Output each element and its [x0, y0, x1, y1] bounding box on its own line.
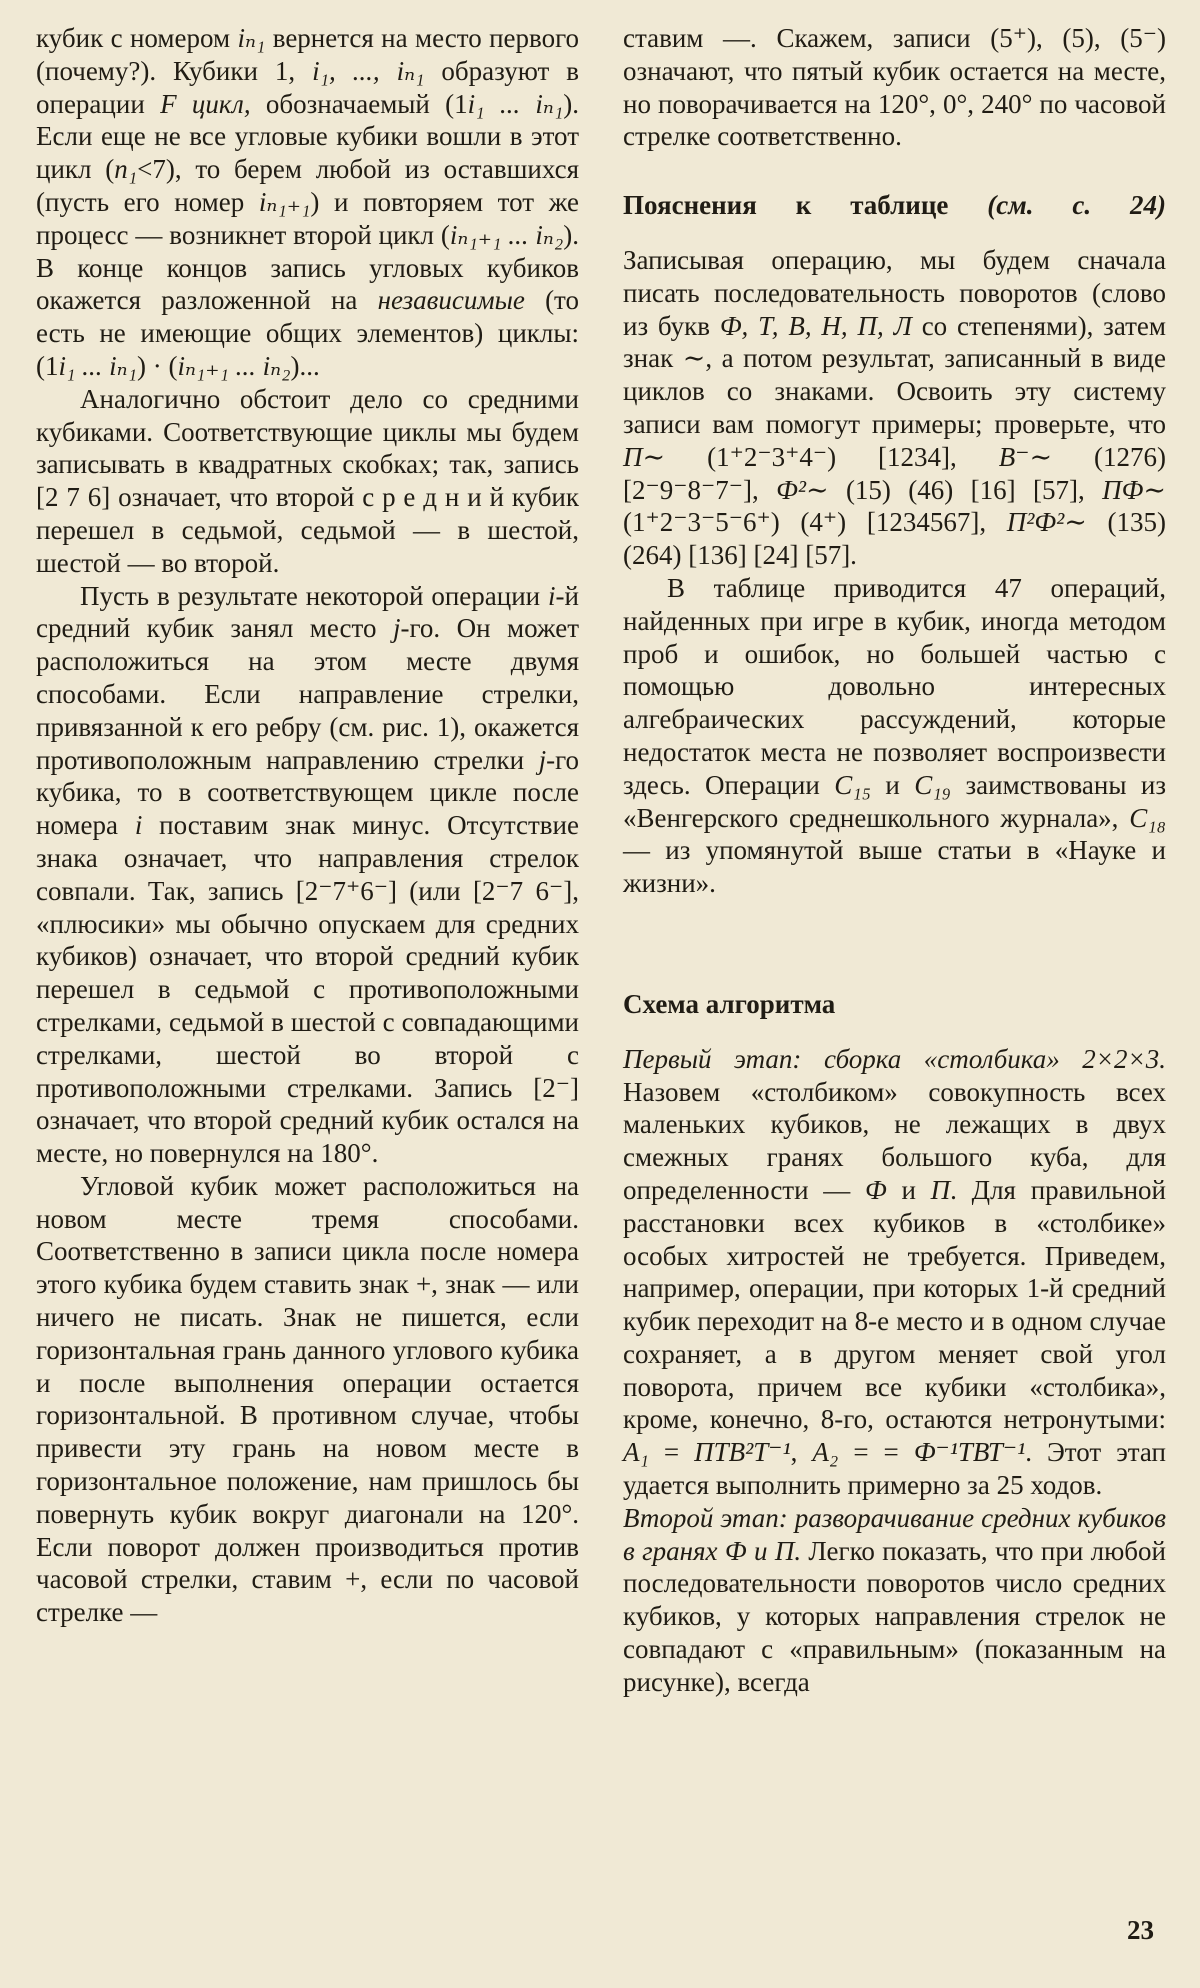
- right-column: [623, 22, 1166, 1699]
- text-run: n₁: [114, 154, 138, 185]
- text-run: ∼ (15) (46) [16] [57],: [805, 474, 1103, 505]
- text-run: — из упомянутой выше статьи в «Науке и жизни».: [623, 835, 1166, 899]
- text-run: j: [392, 613, 401, 644]
- text-run: В⁻: [998, 441, 1030, 472]
- text-run: -го кубика, то в соответствующем цикле после номера: [36, 744, 579, 841]
- text-run: образуют в операции: [36, 55, 580, 119]
- text-run: П²Ф²: [1006, 507, 1065, 538]
- left-column: [36, 22, 579, 1699]
- text-run: (то есть не имеющие общих элементов) циклы: (1: [36, 285, 580, 381]
- text-run: iₙ₁₊₁ ... iₙ₂: [449, 219, 564, 250]
- paragraph: [623, 1502, 1166, 1699]
- text-run: кубик с номером: [36, 23, 238, 53]
- paragraph: [623, 244, 1166, 572]
- text-run: ,: [790, 1437, 813, 1468]
- text-run: ∼ (1276) [2⁻9⁻8⁻7⁻],: [623, 441, 1167, 505]
- text-run: ∼ (1⁺2⁻3⁻5⁻6⁺) (4⁺) [1234567],: [623, 474, 1166, 538]
- text-run: j: [538, 744, 547, 775]
- text-run: Легко показать, что при любой последовательности поворотов число средних кубиков, у которых направления стрелок не совпадают с «правильным» (показанным на рисунке), всегда: [623, 1535, 1166, 1697]
- text-run: iₙ₁₊₁: [258, 186, 311, 217]
- paragraph: [36, 580, 579, 1170]
- paragraph: [36, 22, 579, 383]
- text-run: Ф, Т, В, Н, П, Л: [719, 310, 912, 341]
- text-run: ПФ: [1102, 474, 1144, 505]
- text-run: ∼ (135) (264) [136] [24] [57].: [623, 507, 1166, 571]
- text-run: . Для правильной расстановки всех кубиков в «столбике» особых хитростей не требуется. Приведем, например, операции, при которых 1-й средний кубик переходит на 8-е место и в одном случае сохраняет, а в другом меняет свой угол поворота, причем все кубики «столбика», кроме, конечно, 8-го, остаются нетронутыми:: [623, 1174, 1167, 1435]
- paragraph: [623, 22, 1166, 153]
- text-columns: [36, 22, 1166, 1699]
- text-run: i₁ ... iₙ₁: [58, 350, 137, 381]
- text-run: Пусть в результате некоторой операции: [80, 580, 549, 611]
- text-run: В таблице приводится 47 операций, найденных при игре в кубик, иногда методом проб и ошибок, но большей частью с помощью довольно интересных алгебраических рассуждений, которые недостаток места не позволяет воспроизвести здесь. Операции: [623, 572, 1166, 800]
- text-run: . Этот этап удается выполнить примерно за 25 ходов.: [623, 1437, 1166, 1501]
- text-run: )...: [290, 350, 320, 381]
- text-run: iₙ₁₊₁ ... iₙ₂: [177, 350, 291, 381]
- text-run: Записывая операцию, мы будем сначала писать последовательность поворотов (слово из букв: [623, 244, 1166, 341]
- text-run: С₁₅: [834, 769, 871, 800]
- text-run: Ф: [865, 1174, 887, 1205]
- text-run: А₂: [812, 1437, 839, 1468]
- text-run: Пояснения к таблице: [623, 190, 988, 221]
- text-run: ПТВ²Т⁻¹: [694, 1437, 791, 1468]
- text-run: С₁₈: [1129, 802, 1166, 833]
- page-number: 23: [1127, 1915, 1154, 1945]
- text-run: i: [134, 810, 143, 841]
- text-run: i₁, ..., iₙ₁: [312, 55, 425, 86]
- text-run: обозначаемый (1: [250, 88, 468, 119]
- text-run: i₁ ... iₙ₁: [467, 88, 564, 119]
- text-run: ставим —. Скажем, записи (5⁺), (5), (5⁻) означают, что пятый кубик остается на месте, но поворачивается на 120°, 0°, 240° по часовой стрелке соответственно.: [623, 23, 1166, 152]
- text-run: Второй этап: разворачивание средних кубиков в гранях Ф и П.: [623, 1502, 1166, 1566]
- text-run: со степенями), затем знак ∼, а потом результат, записанный в виде циклов со знаками. Освоить эту систему записи вам помогут примеры; проверьте, что: [623, 310, 1166, 439]
- text-run: и: [886, 1174, 931, 1205]
- text-run: Ф⁻¹ТВТ⁻¹: [913, 1437, 1026, 1468]
- paragraph: [623, 1043, 1166, 1502]
- text-run: -го. Он может расположиться на этом месте двумя способами. Если направление стрелки, привязанной к его ребру (см. рис. 1), окажется противоположным направлению стрелки: [36, 613, 579, 775]
- text-run: (см. с. 24): [987, 190, 1167, 221]
- text-run: независимые: [377, 285, 525, 316]
- text-run: С₁₉: [914, 769, 952, 800]
- text-run: П: [930, 1174, 951, 1205]
- text-run: заимствованы из «Венгерского среднешкольного журнала»,: [623, 769, 1166, 833]
- paragraph: [623, 572, 1166, 900]
- text-run: -й средний кубик занял место: [36, 580, 579, 644]
- text-run: Ф²: [776, 474, 806, 505]
- section-heading: [623, 189, 1166, 222]
- text-run: П: [623, 441, 643, 472]
- text-run: вернется на место первого (почему?). Кубики 1,: [36, 23, 580, 86]
- paragraph: [36, 1170, 579, 1629]
- text-run: Аналогично обстоит дело со средними кубиками. Соответствующие циклы мы будем записывать в квадратных скобках; так, запись [2 7 6] означает, что второй с р е д н и й кубик перешел в седьмой, седьмой — в шестой, шестой — во второй.: [36, 383, 579, 578]
- text-run: Первый этап: сборка «столбика» 2×2×3.: [623, 1043, 1166, 1074]
- text-run: ∼ (1⁺2⁻3⁺4⁻) [1234],: [642, 441, 999, 472]
- text-run: Схема алгоритма: [623, 988, 836, 1019]
- text-run: <7), то берем любой из оставшихся (пусть его номер: [36, 154, 579, 217]
- text-run: = =: [838, 1437, 914, 1468]
- text-run: ) · (: [136, 350, 178, 381]
- text-run: iₙ₁: [237, 23, 266, 53]
- text-run: ). В конце концов запись угловых кубиков окажется разложенной на: [36, 219, 579, 316]
- text-run: F цикл,: [160, 88, 251, 119]
- text-run: =: [648, 1437, 695, 1468]
- text-run: ). Если еще не все угловые кубики вошли в этот цикл (: [36, 88, 580, 185]
- text-run: Угловой кубик может расположиться на новом месте тремя способами. Соответственно в записи цикла после номера этого кубика будем ставить знак +, знак — или ничего не писать. Знак не пишется, если горизонтальная грань данного углового кубика и после выполнения операции остается горизонтальной. В противном случае, чтобы привести эту грань на новом месте в горизонтальное положение, нам пришлось бы повернуть кубик вокруг диагонали на 120°. Если поворот должен производиться против часовой стрелки, ставим +, если по часовой стрелке —: [36, 1170, 579, 1628]
- text-run: Назовем «столбиком» совокупность всех маленьких кубиков, не лежащих в двух смежных гранях большого куба, для определенности —: [623, 1076, 1166, 1205]
- text-run: поставим знак минус. Отсутствие знака означает, что направления стрелок совпали. Так, запись [2⁻7⁺6⁻] (или [2⁻7 6⁻], «плюсики» мы обычно опускаем для средних кубиков) означает, что второй средний кубик перешел в седьмой с противоположными стрелками, седьмой в шестой с совпадающими стрелками, шестой во второй с противоположными стрелками. Запись [2⁻] означает, что второй средний кубик остался на месте, но повернулся на 180°.: [36, 810, 579, 1169]
- text-run: и: [871, 769, 915, 800]
- section-heading: [623, 988, 1166, 1021]
- text-run: А₁: [623, 1437, 649, 1468]
- text-run: i: [548, 580, 556, 611]
- paragraph: [36, 383, 579, 580]
- text-run: ) и повторяем тот же процесс — возникнет второй цикл (: [36, 186, 579, 250]
